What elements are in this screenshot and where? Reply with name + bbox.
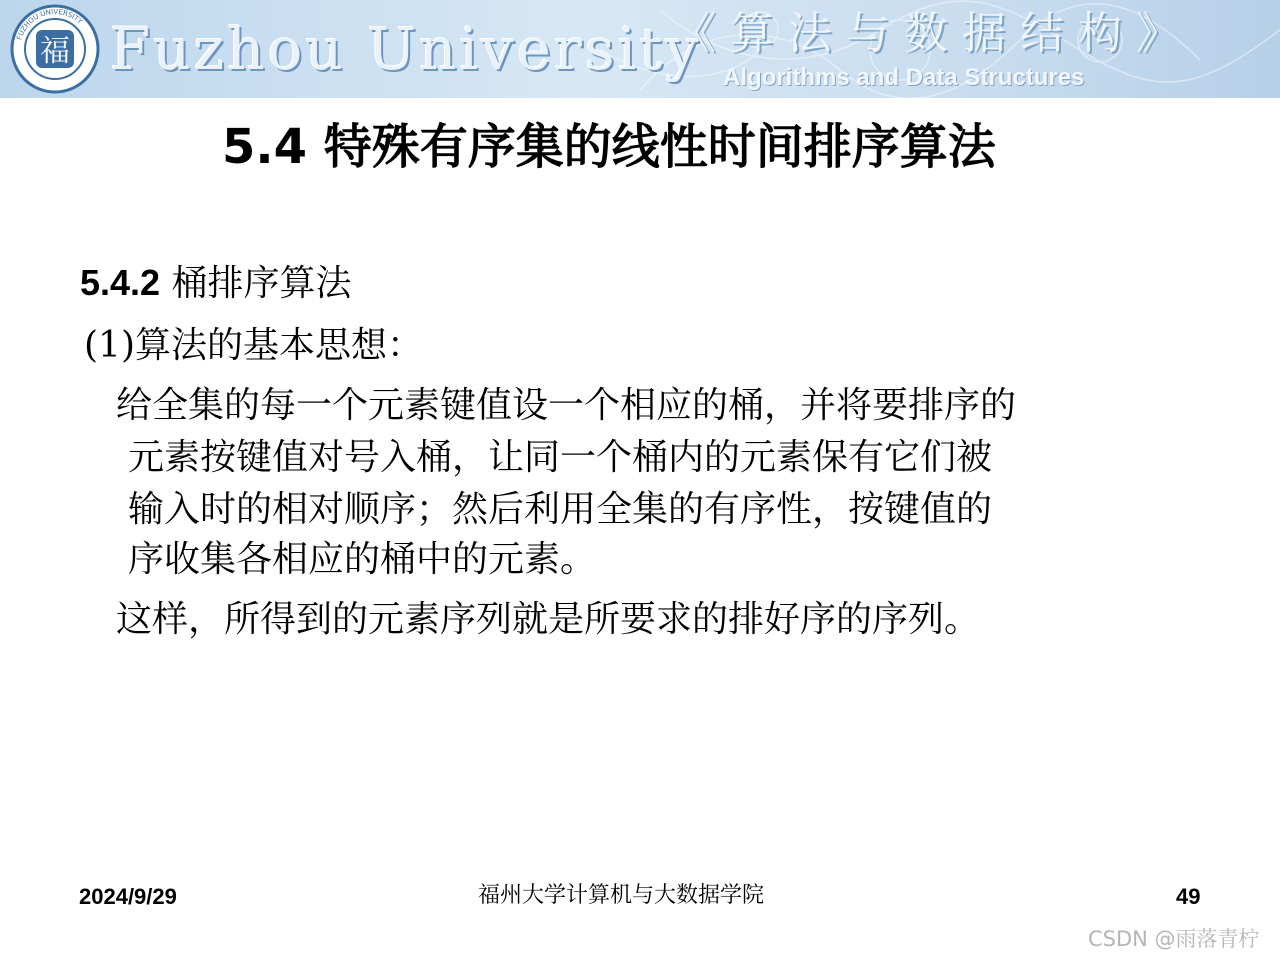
csdn-watermark: CSDN @雨落青柠 xyxy=(1088,927,1260,951)
subsection-heading xyxy=(80,258,352,308)
course-title-en: Algorithms and Data Structures xyxy=(723,64,1085,91)
body-line: 元素按键值对号入桶，让同一个桶内的元素保有它们被 xyxy=(128,437,993,478)
footer-school: 福州大学计算机与大数据学院 xyxy=(478,883,765,908)
svg-text:FUZHOU UNIVERSITY: FUZHOU UNIVERSITY xyxy=(15,7,84,41)
university-seal-logo xyxy=(10,4,100,94)
subsection-title: 桶排序算法 xyxy=(160,263,352,304)
body-line: 序收集各相应的桶中的元素。 xyxy=(128,539,597,580)
page-number: 49 xyxy=(1176,884,1201,909)
course-title-cn: 《算法与数据结构》 xyxy=(672,8,1194,59)
body-line: 这样，所得到的元素序列就是所要求的排好序的序列。 xyxy=(116,599,981,640)
slide-title: 5.4 特殊有序集的线性时间排序算法 xyxy=(222,119,996,175)
header-banner xyxy=(0,0,1280,98)
subsection-number: 5.4.2 xyxy=(80,262,161,303)
svg-text:福: 福 xyxy=(40,34,70,69)
body-line: 输入时的相对顺序；然后利用全集的有序性，按键值的 xyxy=(128,489,993,530)
point-heading: (1)算法的基本思想： xyxy=(84,325,423,366)
body-line: 给全集的每一个元素键值设一个相应的桶，并将要排序的 xyxy=(116,385,1017,426)
footer-date: 2024/9/29 xyxy=(79,884,177,909)
university-name: Fuzhou University xyxy=(110,15,702,83)
